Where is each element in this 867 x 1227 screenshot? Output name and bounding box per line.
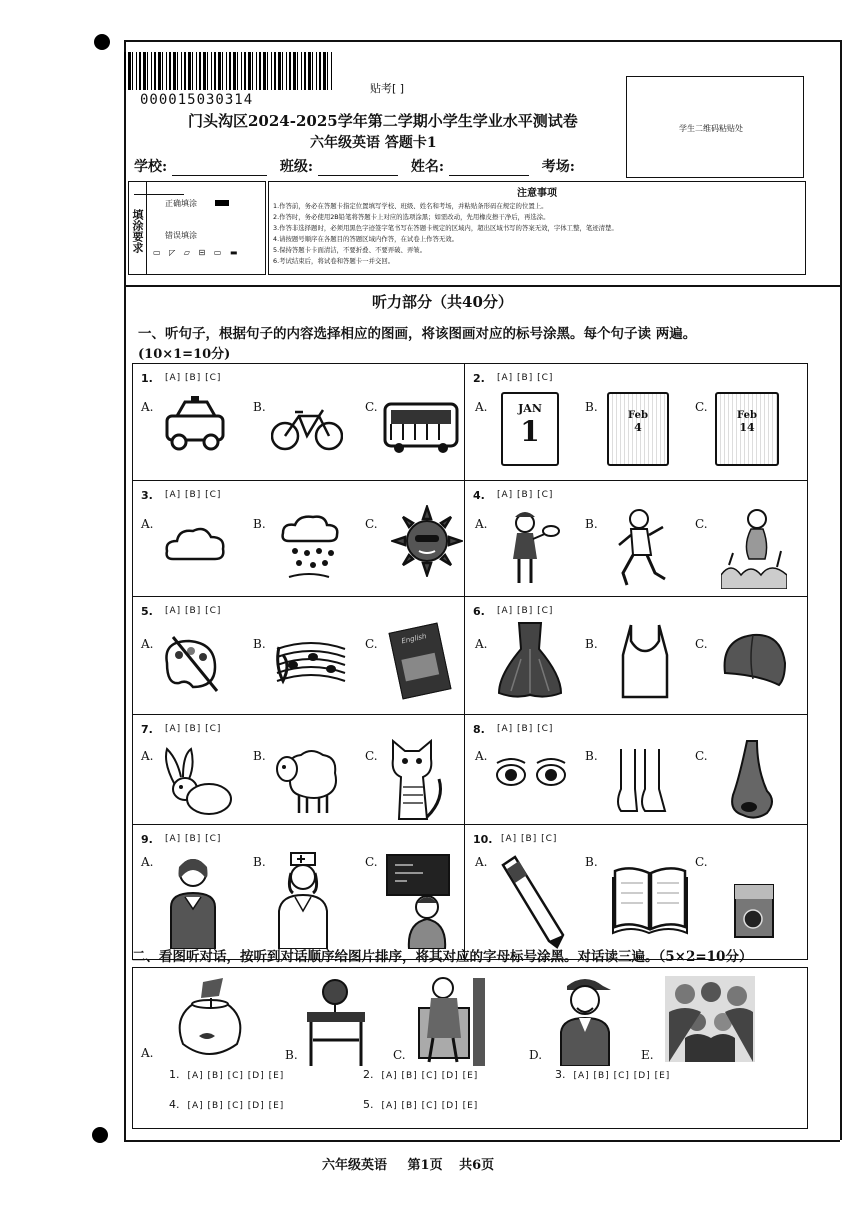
class-field[interactable] bbox=[318, 157, 398, 176]
notes-box bbox=[268, 181, 806, 275]
question-cell bbox=[465, 481, 807, 597]
answer-bubbles[interactable]: [A] [B] [C] bbox=[165, 490, 222, 500]
open-book-icon bbox=[611, 863, 689, 937]
option-a-label: A. bbox=[141, 517, 154, 531]
fill-side-label: 填涂要求 bbox=[129, 182, 147, 274]
option-a-label: A. bbox=[141, 637, 154, 651]
rain-icon bbox=[279, 513, 343, 585]
vest-icon bbox=[617, 621, 673, 701]
bottom-rule bbox=[124, 1140, 840, 1142]
note-item-3: 3.作答非选择题时，必须用黑色字迹签字笔书写在答题卡规定的区域内，超出区域书写的答案无效，字体工整，笔迹清楚。 bbox=[273, 224, 618, 232]
option-b-label: B. bbox=[253, 637, 266, 651]
answer-bubbles[interactable]: [A] [B] [C] bbox=[165, 606, 222, 616]
option-c-label: C. bbox=[365, 749, 378, 763]
option-c-label: C. bbox=[695, 855, 708, 869]
top-rule bbox=[124, 40, 840, 42]
sofa-person-icon bbox=[413, 968, 493, 1066]
answer-bubbles[interactable]: [A] [B] [C] [D] [E] bbox=[187, 1101, 285, 1111]
music-notes-icon bbox=[273, 635, 349, 697]
answer-bubbles[interactable]: [A] [B] [C] [D] [E] bbox=[381, 1101, 479, 1111]
option-a-label: A. bbox=[141, 855, 154, 869]
answer-number: 1. bbox=[169, 1068, 180, 1081]
part1-score: (10×1=10分) bbox=[138, 347, 231, 362]
option-c-label: C. bbox=[365, 400, 378, 414]
note-item-5: 5.保持答题卡卡面清洁，不要折叠、不要弄破、弄皱。 bbox=[273, 246, 427, 254]
student-info-row bbox=[134, 156, 614, 178]
option-c-label: C. bbox=[695, 637, 708, 651]
registration-mark-bottom bbox=[92, 1127, 108, 1143]
answer-bubbles[interactable]: [A] [B] [C] bbox=[165, 724, 222, 734]
answer-number: 3. bbox=[555, 1068, 566, 1081]
room-label: 考场: bbox=[541, 159, 575, 175]
calendar-feb-14-icon bbox=[715, 392, 779, 466]
footer-subject: 六年级英语 bbox=[322, 1158, 388, 1173]
question-number: 2. bbox=[473, 372, 485, 385]
option-a-label: A. bbox=[475, 637, 488, 651]
right-border-line bbox=[840, 40, 842, 1140]
correct-fill-label: 正确填涂 bbox=[165, 199, 197, 208]
book-cover-art bbox=[401, 653, 439, 682]
answer-row-2[interactable] bbox=[363, 1068, 478, 1081]
option-b-label: B. bbox=[585, 400, 598, 414]
option-a-label: A. bbox=[141, 749, 154, 763]
calendar-day: 1 bbox=[520, 415, 540, 448]
option-b-label: B. bbox=[253, 855, 266, 869]
nose-icon bbox=[727, 739, 777, 821]
option-c-label: C. bbox=[695, 517, 708, 531]
sheep-icon bbox=[271, 743, 343, 817]
answer-row-4[interactable] bbox=[169, 1098, 284, 1111]
correct-fill-sample bbox=[215, 200, 229, 206]
question-cell bbox=[133, 364, 465, 481]
paint-palette-icon bbox=[159, 633, 225, 695]
boy-running-icon bbox=[611, 507, 671, 591]
wrong-fill-label: 错误填涂 bbox=[165, 231, 197, 240]
calendar-day: 4 bbox=[634, 421, 642, 434]
page-title: 门头沟区2024-2025学年第二学期小学生学业水平测试卷 bbox=[188, 112, 578, 130]
answer-bubbles[interactable]: [A] [B] [C] bbox=[497, 373, 554, 383]
part1-title: 一、听句子，根据句子的内容选择相应的图画，将该图画对应的标号涂黑。每个句子读 两遍。 bbox=[138, 326, 697, 342]
notes-title: 注意事项 bbox=[517, 188, 557, 199]
feet-icon bbox=[611, 745, 671, 817]
fill-instructions-box bbox=[128, 181, 266, 275]
question-cell bbox=[133, 715, 465, 825]
question-number: 5. bbox=[141, 605, 153, 618]
answer-row-5[interactable] bbox=[363, 1098, 478, 1111]
option-b-label: B. bbox=[585, 517, 598, 531]
qr-sticker-box bbox=[626, 76, 804, 178]
question-number: 9. bbox=[141, 833, 153, 846]
option-b-label: B. bbox=[253, 400, 266, 414]
question-number: 4. bbox=[473, 489, 485, 502]
sun-icon bbox=[391, 505, 463, 577]
answer-row-3[interactable] bbox=[555, 1068, 670, 1081]
option-a-label: A. bbox=[141, 400, 154, 414]
footer-page: 第1页 bbox=[407, 1158, 443, 1173]
girl-in-garden-icon bbox=[721, 505, 787, 589]
teacher-icon bbox=[383, 851, 455, 949]
question-cell bbox=[465, 715, 807, 825]
nurse-icon bbox=[273, 849, 333, 949]
book-title: English bbox=[400, 632, 428, 646]
eyes-icon bbox=[493, 755, 569, 795]
waitress-icon bbox=[163, 853, 223, 949]
answer-bubbles[interactable]: [A] [B] [C] bbox=[497, 490, 554, 500]
answer-bubbles[interactable]: [A] [B] [C] [D] [E] bbox=[573, 1071, 671, 1081]
note-item-2: 2.作答时，务必使用2B铅笔将答题卡上对应的选项涂黑；如需改动，先用橡皮擦干净后，再选涂。 bbox=[273, 213, 550, 221]
option-b-label: B. bbox=[253, 517, 266, 531]
question-number: 1. bbox=[141, 372, 153, 385]
eraser-icon bbox=[733, 883, 775, 939]
footer-total: 共6页 bbox=[459, 1158, 495, 1173]
calendar-month: Feb bbox=[737, 410, 757, 421]
question-number: 3. bbox=[141, 489, 153, 502]
class-label: 班级: bbox=[279, 159, 314, 175]
part1-grid bbox=[132, 363, 808, 960]
question-cell bbox=[465, 364, 807, 481]
car-icon bbox=[161, 394, 229, 454]
desk-fan-icon bbox=[303, 978, 369, 1068]
girl-with-plate-icon bbox=[501, 509, 561, 589]
seat-label: 贴考[ ] bbox=[370, 82, 405, 95]
answer-bubbles[interactable]: [A] [B] [C] bbox=[501, 834, 558, 844]
part2-box bbox=[132, 967, 808, 1129]
picture-a-label: A. bbox=[141, 1046, 154, 1060]
answer-bubbles[interactable]: [A] [B] [C] [D] [E] bbox=[381, 1071, 479, 1081]
option-c-label: C. bbox=[695, 400, 708, 414]
left-border-line bbox=[124, 40, 126, 1140]
calendar-month: Feb bbox=[628, 410, 648, 421]
option-b-label: B. bbox=[585, 637, 598, 651]
header-divider bbox=[124, 285, 840, 287]
option-c-label: C. bbox=[695, 749, 708, 763]
answer-number: 4. bbox=[169, 1098, 180, 1111]
section-title: 听力部分（共40分） bbox=[372, 293, 513, 311]
wrong-fill-samples: ▭ ◸ ▱ ⊟ ▭ ▬ bbox=[153, 248, 241, 257]
cloud-icon bbox=[163, 525, 227, 565]
answer-bubbles[interactable]: [A] [B] [C] bbox=[165, 373, 222, 383]
bus-icon bbox=[383, 400, 459, 454]
question-number: 10. bbox=[473, 833, 493, 846]
barcode bbox=[124, 52, 334, 90]
option-b-label: B. bbox=[253, 749, 266, 763]
qr-label: 学生二维码粘贴处 bbox=[679, 124, 743, 133]
footer bbox=[322, 1154, 494, 1173]
note-item-1: 1.作答前，务必在答题卡指定位置填写学校、班级、姓名和考场，并粘贴条形码在规定的位置上。 bbox=[273, 202, 548, 210]
picture-b-label: B. bbox=[285, 1048, 298, 1062]
picture-e-label: E. bbox=[641, 1048, 654, 1062]
answer-row-1[interactable] bbox=[169, 1068, 284, 1081]
question-number: 7. bbox=[141, 723, 153, 736]
exam-id: 000015030314 bbox=[140, 92, 254, 108]
option-c-label: C. bbox=[365, 637, 378, 651]
answer-bubbles[interactable]: [A] [B] [C] bbox=[497, 606, 554, 616]
name-field[interactable] bbox=[449, 157, 529, 176]
question-cell bbox=[465, 597, 807, 715]
option-a-label: A. bbox=[475, 517, 488, 531]
answer-bubbles[interactable]: [A] [B] [C] bbox=[497, 724, 554, 734]
cat-icon bbox=[385, 739, 447, 823]
question-cell bbox=[133, 825, 465, 959]
note-item-4: 4.请按题号顺序在各题目的答题区域内作答，在试卷上作答无效。 bbox=[273, 235, 459, 243]
calendar-jan-1-icon bbox=[501, 392, 559, 466]
cap-icon bbox=[719, 629, 789, 691]
option-a-label: A. bbox=[475, 400, 488, 414]
option-b-label: B. bbox=[585, 855, 598, 869]
option-a-label: A. bbox=[475, 749, 488, 763]
school-field[interactable] bbox=[172, 157, 267, 176]
family-photo-icon bbox=[665, 976, 755, 1062]
answer-bubbles[interactable]: [A] [B] [C] bbox=[165, 834, 222, 844]
option-a-label: A. bbox=[475, 855, 488, 869]
fishbowl-icon bbox=[173, 974, 247, 1060]
question-number: 6. bbox=[473, 605, 485, 618]
english-book-icon bbox=[388, 623, 451, 700]
answer-number: 2. bbox=[363, 1068, 374, 1081]
school-label: 学校: bbox=[134, 159, 168, 175]
question-cell bbox=[133, 597, 465, 715]
answer-bubbles[interactable]: [A] [B] [C] [D] [E] bbox=[187, 1071, 285, 1081]
option-c-label: C. bbox=[365, 855, 378, 869]
answer-number: 5. bbox=[363, 1098, 374, 1111]
question-cell bbox=[465, 825, 807, 959]
name-label: 姓名: bbox=[410, 159, 445, 175]
question-number: 8. bbox=[473, 723, 485, 736]
picture-c-label: C. bbox=[393, 1048, 406, 1062]
picture-d-label: D. bbox=[529, 1048, 543, 1062]
calendar-feb-4-icon bbox=[607, 392, 669, 466]
rabbit-icon bbox=[161, 745, 235, 817]
calendar-month: JAN bbox=[518, 402, 542, 415]
option-c-label: C. bbox=[365, 517, 378, 531]
part2-title: 二、看图听对话，按听到对话顺序给图片排序，将其对应的字母标号涂黑。对话读三遍。（5×2=10分） bbox=[132, 949, 753, 965]
skirt-icon bbox=[495, 619, 565, 699]
pen-icon bbox=[497, 853, 567, 949]
calendar-day: 14 bbox=[739, 421, 755, 434]
page-subtitle: 六年级英语 答题卡1 bbox=[310, 135, 437, 151]
question-cell bbox=[133, 481, 465, 597]
bicycle-icon bbox=[271, 408, 343, 452]
option-b-label: B. bbox=[585, 749, 598, 763]
boy-with-cap-icon bbox=[553, 972, 617, 1066]
note-item-6: 6.考试结束后，将试卷和答题卡一并交回。 bbox=[273, 257, 395, 265]
registration-mark-top bbox=[94, 34, 110, 50]
